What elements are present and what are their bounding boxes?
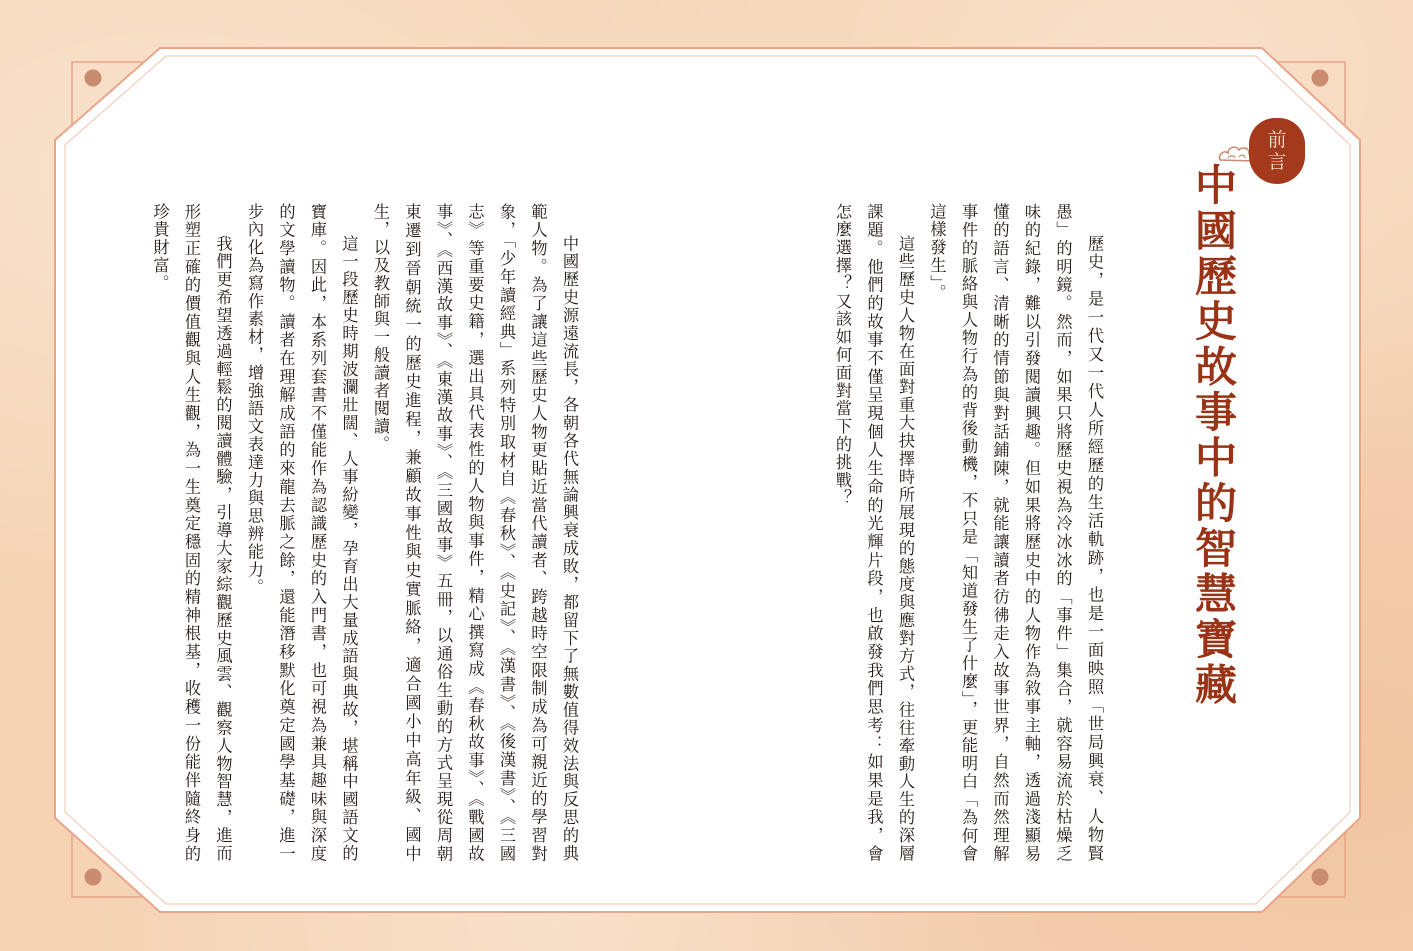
corner-rivet-bottom-right xyxy=(1312,869,1329,886)
right-paragraph-2: 這些歷史人物在面對重大抉擇時所展現的態度與應對方式，往往牽動人生的深層課題。他們的故事不僅呈現個人生命的光輝片段，也啟發我們思考：如果是我，會怎麼選擇？又該如何面對當下的挑戰？ xyxy=(833,203,915,863)
left-paragraph-3: 我們更希望透過輕鬆的閱讀體驗，引導大家綜觀歷史風雲、觀察人物智慧，進而形塑正確的價值觀與人生觀，為一生奠定穩固的精神根基，收穫一份能伴隨終身的珍貴財富。 xyxy=(150,203,233,863)
left-paragraph-1: 中國歷史源遠流長，各朝各代無論興衰成敗，都留下了無數值得效法與反思的典範人物。為了讓這些歷史人物更貼近當代讀者、跨越時空限制成為可親近的學習對象，「少年讀經典」系列特別取材自《春秋》、《史記》、《漢書》、《後漢書》、《三國志》等重要史籍，選出具代表性的人物與事件，精心撰寫成《春秋故事》、《戰國故事》、《西漢故事》、《東漢故事》、《三國故事》五冊，以通俗生動的方式呈現從周朝東遷到晉朝統一的歷史進程，兼顧故事性與史實脈絡，適合國小中高年級、國中生，以及教師與一般讀者閱讀。 xyxy=(371,203,579,863)
left-paragraph-2: 這一段歷史時期波瀾壯闊、人事紛變，孕育出大量成語與典故，堪稱中國語文的寶庫。因此，本系列套書不僅能作為認識歷史的入門書，也可視為兼具趣味與深度的文學讀物。讀者在理解成語的來龍去脈之餘，還能潛移默化奠定國學基礎，進一步內化為寫作素材，增強語文表達力與思辨能力。 xyxy=(245,203,359,863)
right-paragraph-1: 歷史，是一代又一代人所經歷的生活軌跡，也是一面映照「世局興衰、人物賢愚」的明鏡。然而，如果只將歷史視為冷冰冰的「事件」集合，就容易流於枯燥乏味的紀錄，難以引發閱讀興趣。但如果將歷史中的人物作為敘事主軸，透過淺顯易懂的語言、清晰的情節與對話鋪陳，就能讓讀者彷彿走入故事世界，自然而然理解事件的脈絡與人物行為的背後動機，不只是「知道發生了什麼」，更能明白「為何會這樣發生」。 xyxy=(927,203,1104,863)
right-text-column xyxy=(820,203,1110,863)
badge-char-2: 言 xyxy=(1267,151,1287,173)
page-title: 中國歷史故事中的智慧寶藏 xyxy=(1189,163,1238,708)
preface-badge xyxy=(1249,118,1305,184)
left-text-column xyxy=(140,203,585,863)
corner-rivet-top-left xyxy=(85,70,102,87)
corner-rivet-top-right xyxy=(1312,70,1329,87)
corner-rivet-bottom-left xyxy=(85,869,102,886)
badge-char-1: 前 xyxy=(1267,129,1287,151)
